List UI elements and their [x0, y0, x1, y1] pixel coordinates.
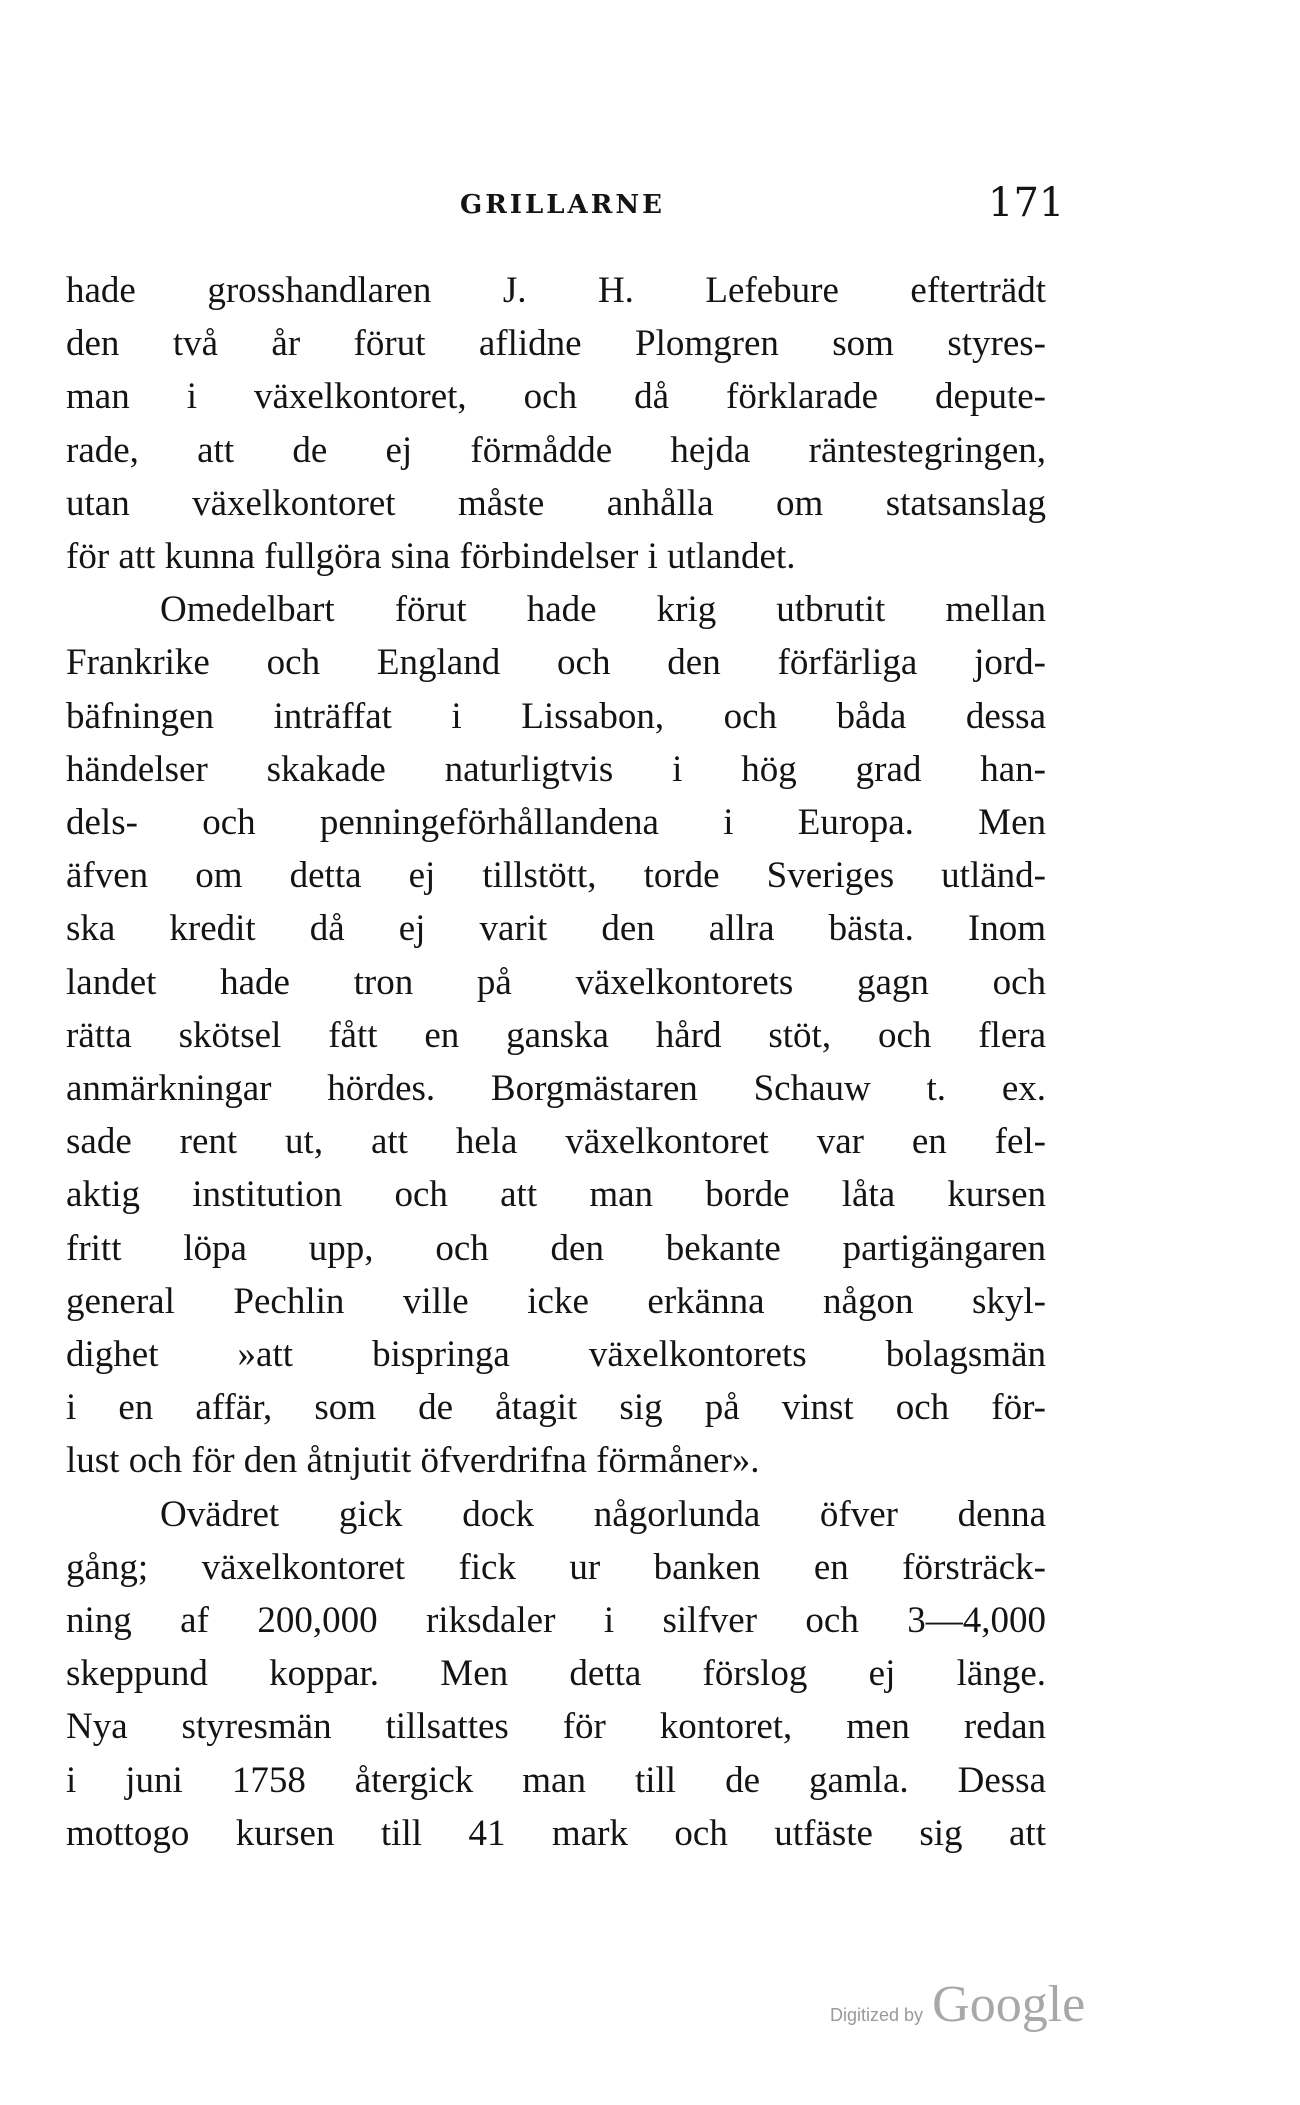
text-line: rade, att de ej förmådde hejda räntestegringen,	[66, 430, 1046, 471]
text-line: ning af 200,000 riksdaler i silfver och 3—4,000	[66, 1600, 1046, 1641]
text-line: rätta skötsel fått en ganska hård stöt, och flera	[66, 1015, 1046, 1056]
text-line: aktig institution och att man borde låta kursen	[66, 1174, 1046, 1215]
text-line: Frankrike och England och den förfärliga jord-	[66, 642, 1046, 683]
text-line: i juni 1758 återgick man till de gamla. Dessa	[66, 1760, 1046, 1801]
running-head-title: GRILLARNE	[460, 190, 665, 220]
text-line: för att kunna fullgöra sina förbindelser i utlandet.	[66, 536, 796, 577]
text-line: dighet »att bispringa växelkontorets bolagsmän	[66, 1334, 1046, 1375]
text-line: Ovädret gick dock någorlunda öfver denna	[160, 1494, 1046, 1535]
google-logo: Google	[932, 1976, 1086, 2033]
watermark-prefix: Digitized by	[830, 2005, 924, 2025]
text-line: mottogo kursen till 41 mark och utfäste sig att	[66, 1813, 1046, 1854]
text-line: man i växelkontoret, och då förklarade depute-	[66, 376, 1046, 417]
text-line: äfven om detta ej tillstött, torde Sveriges utländ-	[66, 855, 1046, 896]
text-line: anmärkningar hördes. Borgmästaren Schauw t. ex.	[66, 1068, 1046, 1109]
text-line: Nya styresmän tillsattes för kontoret, men redan	[66, 1706, 1046, 1747]
text-line: utan växelkontoret måste anhålla om statsanslag	[66, 483, 1046, 524]
text-line: händelser skakade naturligtvis i hög grad han-	[66, 749, 1046, 790]
text-line: den två år förut aflidne Plomgren som styres-	[66, 323, 1046, 364]
page-number: 171	[988, 180, 1065, 226]
text-line: i en affär, som de åtagit sig på vinst och för-	[66, 1387, 1046, 1428]
text-line: Omedelbart förut hade krig utbrutit mellan	[160, 589, 1046, 630]
text-line: sade rent ut, att hela växelkontoret var en fel-	[66, 1121, 1046, 1162]
digitization-watermark	[830, 1975, 1085, 2034]
text-line: general Pechlin ville icke erkänna någon skyl-	[66, 1281, 1046, 1322]
text-line: skeppund koppar. Men detta förslog ej länge.	[66, 1653, 1046, 1694]
text-line: gång; växelkontoret fick ur banken en försträck-	[66, 1547, 1046, 1588]
text-line: lust och för den åtnjutit öfverdrifna förmåner».	[66, 1440, 760, 1481]
text-line: fritt löpa upp, och den bekante partigängaren	[66, 1228, 1046, 1269]
text-line: bäfningen inträffat i Lissabon, och båda dessa	[66, 696, 1046, 737]
text-line: landet hade tron på växelkontorets gagn och	[66, 962, 1046, 1003]
text-line: dels- och penningeförhållandena i Europa. Men	[66, 802, 1046, 843]
text-line: hade grosshandlaren J. H. Lefebure efterträdt	[66, 270, 1046, 311]
text-line: ska kredit då ej varit den allra bästa. Inom	[66, 908, 1046, 949]
